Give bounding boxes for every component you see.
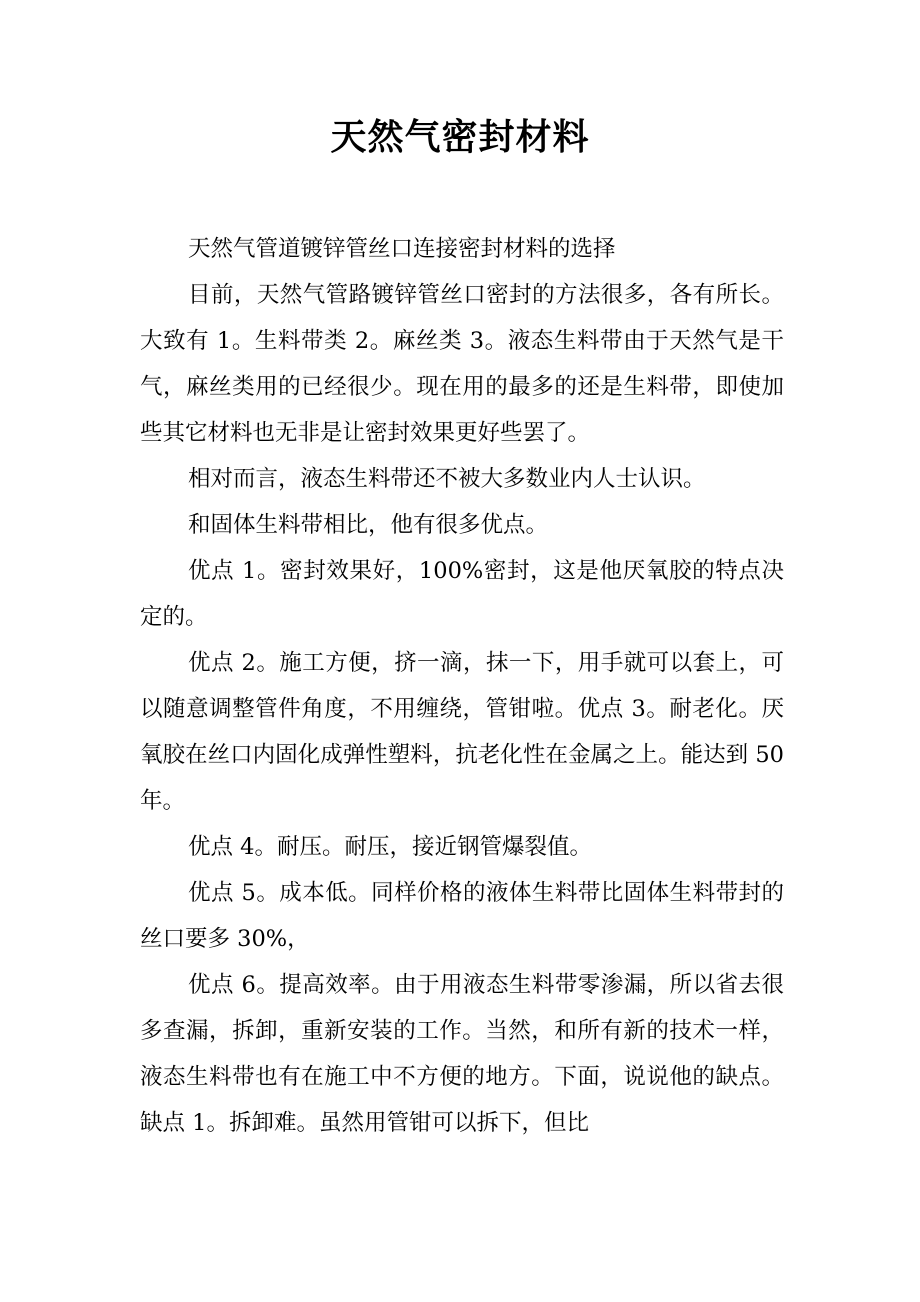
paragraph: 优点 5。成本低。同样价格的液体生料带比固体生料带封的丝口要多 30%， bbox=[140, 880, 784, 952]
paragraph: 目前，天然气管路镀锌管丝口密封的方法很多，各有所长。大致有 1。生料带类 2。麻丝类 3。液态生料带由于天然气是干气，麻丝类用的已经很少。现在用的最多的还是生料带，即使加些其它材料也无非是让密封效果更好些罢了。 bbox=[140, 282, 784, 446]
paragraph-heading: 天然气管道镀锌管丝口连接密封材料的选择 bbox=[188, 236, 616, 262]
paragraph: 优点 6。提高效率。由于用液态生料带零渗漏，所以省去很多查漏，拆卸，重新安装的工作。当然，和所有新的技术一样，液态生料带也有在施工中不方便的地方。下面，说说他的缺点。缺点 1。拆卸难。虽然用管钳可以拆下，但比 bbox=[140, 972, 784, 1136]
paragraph: 优点 4。耐压。耐压，接近钢管爆裂值。 bbox=[188, 834, 592, 860]
paragraph: 和固体生料带相比，他有很多优点。 bbox=[188, 512, 549, 538]
paragraph: 相对而言，液态生料带还不被大多数业内人士认识。 bbox=[188, 466, 706, 492]
paragraph: 优点 2。施工方便，挤一滴，抹一下，用手就可以套上，可以随意调整管件角度，不用缠绕，管钳啦。优点 3。耐老化。厌氧胶在丝口内固化成弹性塑料，抗老化性在金属之上。能达到 50 年。 bbox=[140, 650, 784, 814]
document-title: 天然气密封材料 bbox=[330, 116, 590, 158]
paragraph: 优点 1。密封效果好，100%密封，这是他厌氧胶的特点决定的。 bbox=[140, 558, 784, 630]
document-body bbox=[140, 226, 784, 1146]
